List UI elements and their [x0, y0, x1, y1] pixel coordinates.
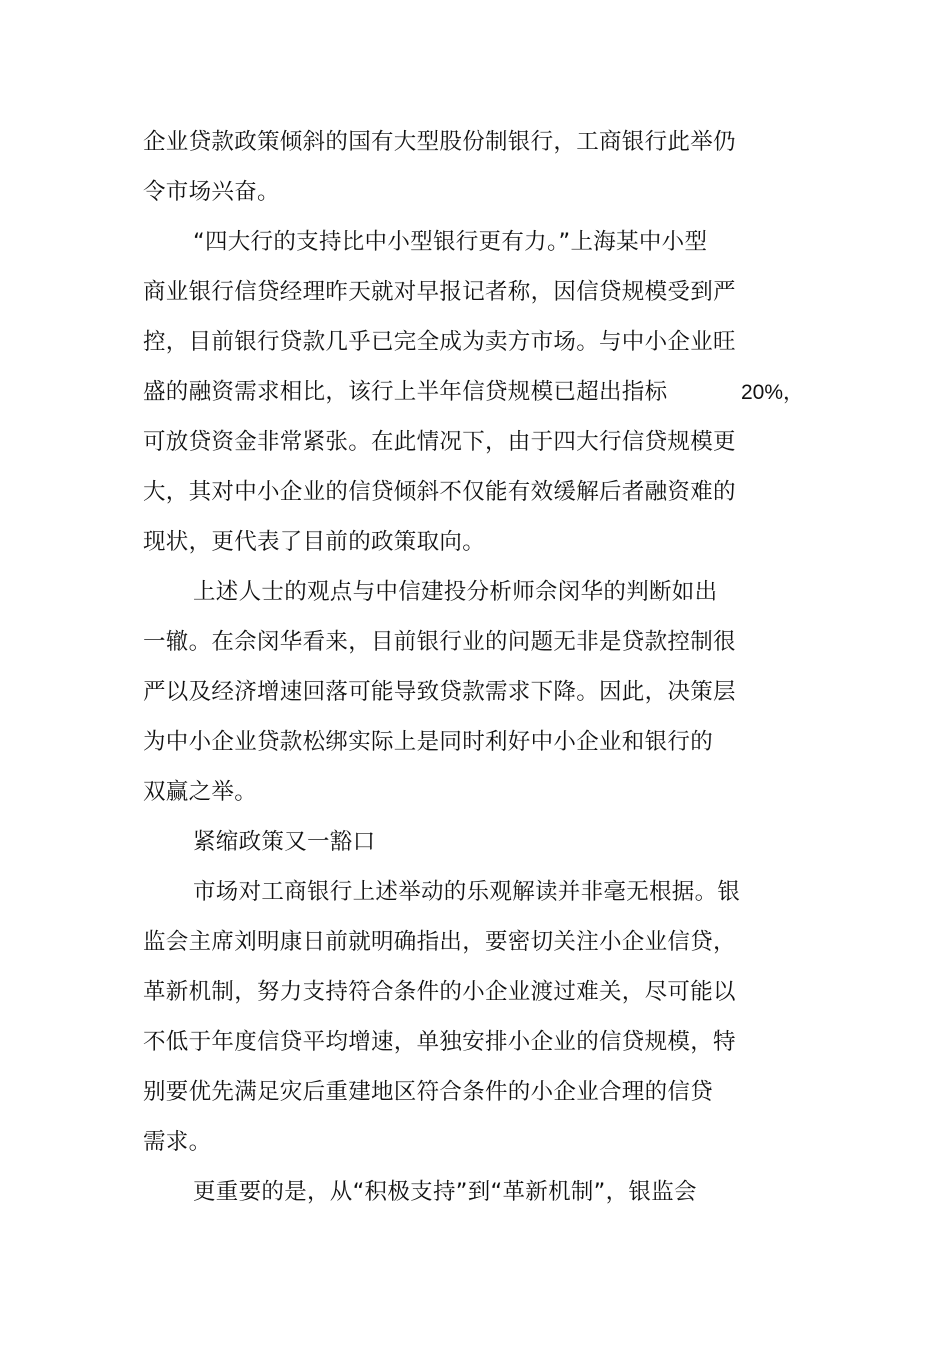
text-line: 现状，更代表了目前的政策取向。	[143, 529, 486, 555]
text-line: 需求。	[143, 1129, 212, 1155]
text-line: 一辙。在佘闵华看来，目前银行业的问题无非是贷款控制很	[143, 629, 736, 655]
text-line: 商业银行信贷经理昨天就对早报记者称，因信贷规模受到严	[143, 279, 736, 305]
text-line: 控，目前银行贷款几乎已完全成为卖方市场。与中小企业旺	[143, 329, 736, 355]
text-line: 双赢之举。	[143, 779, 258, 805]
section-heading: 紧缩政策又一豁口	[193, 829, 376, 855]
text-line: 为中小企业贷款松绑实际上是同时利好中小企业和银行的	[143, 729, 714, 755]
text-line: 别要优先满足灾后重建地区符合条件的小企业合理的信贷	[143, 1079, 714, 1105]
text-line: 大，其对中小企业的信贷倾斜不仅能有效缓解后者融资难的	[143, 479, 736, 505]
text-line: 监会主席刘明康日前就明确指出，要密切关注小企业信贷，	[143, 929, 736, 955]
paragraph-start-line: 市场对工商银行上述举动的乐观解读并非毫无根据。银	[193, 879, 741, 905]
paragraph-start-line: 上述人士的观点与中信建投分析师佘闵华的判断如出	[193, 579, 718, 605]
text-line: 不低于年度信贷平均增速，单独安排小企业的信贷规模，特	[143, 1029, 736, 1055]
paragraph-start-line: 更重要的是，从“积极支持”到“革新机制”，银监会	[193, 1179, 697, 1205]
paragraph-start-line: “四大行的支持比中小型银行更有力。”上海某中小型	[193, 229, 708, 255]
text-line: 可放贷资金非常紧张。在此情况下，由于四大行信贷规模更	[143, 429, 736, 455]
text-line: 企业贷款政策倾斜的国有大型股份制银行，工商银行此举仍	[143, 129, 736, 155]
percentage-value: 20%，	[741, 381, 805, 404]
text-line: 令市场兴奋。	[143, 179, 280, 205]
text-line: 革新机制，努力支持符合条件的小企业渡过难关，尽可能以	[143, 979, 736, 1005]
text-line: 盛的融资需求相比，该行上半年信贷规模已超出指标	[143, 379, 668, 405]
text-line: 严以及经济增速回落可能导致贷款需求下降。因此，决策层	[143, 679, 736, 705]
